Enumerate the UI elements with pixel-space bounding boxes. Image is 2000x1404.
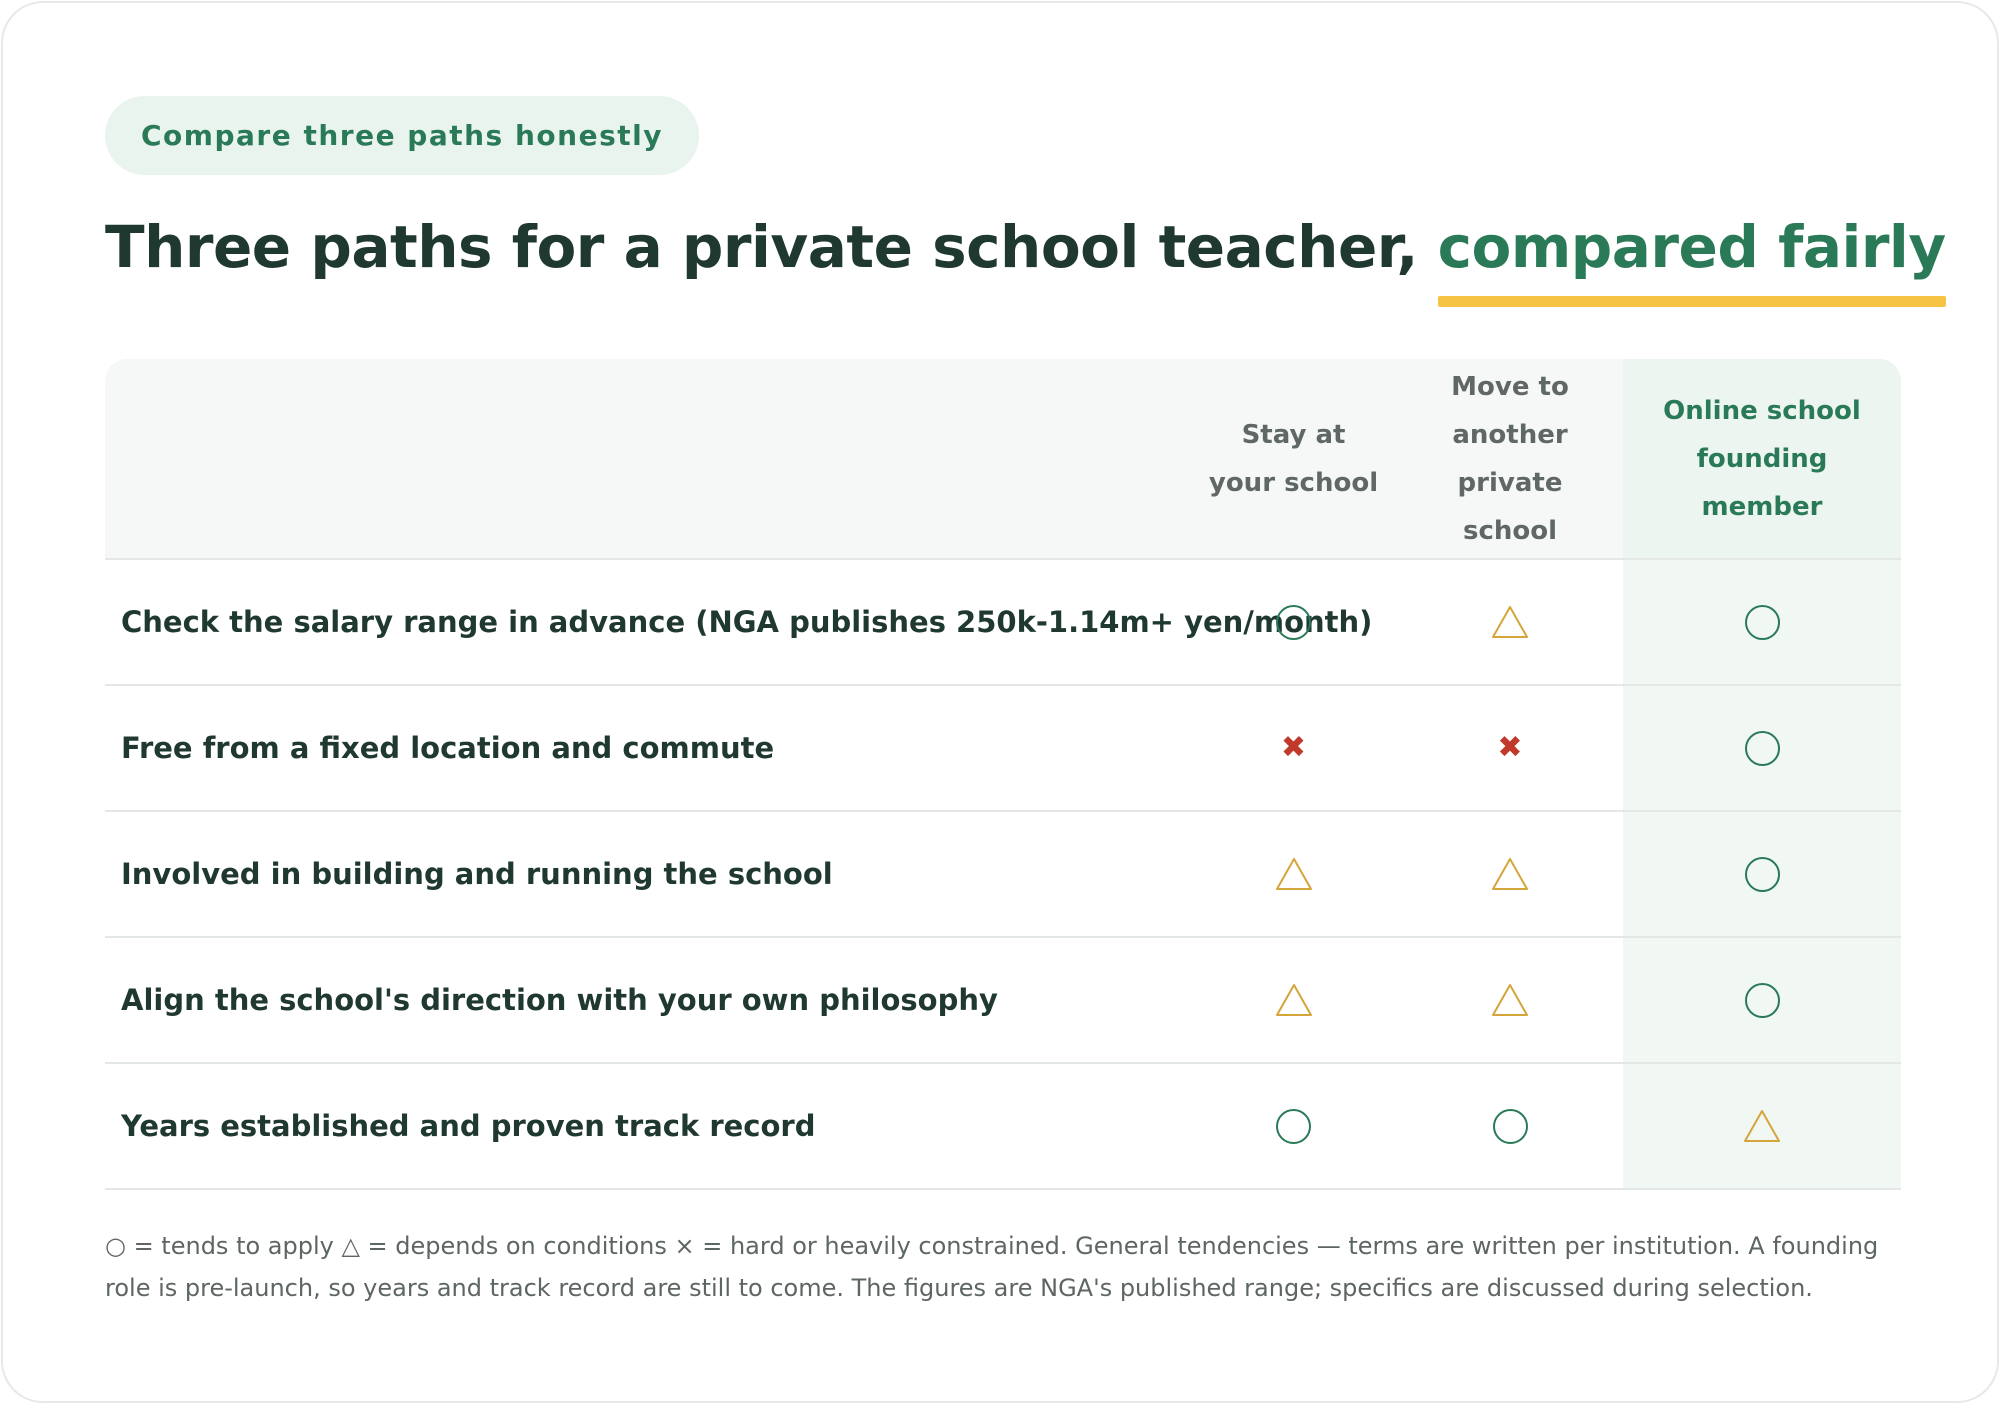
mark-cell: [1623, 560, 1901, 684]
table-row: [105, 560, 1901, 686]
mark-cell: [1397, 812, 1623, 936]
circle-mark-icon: [1745, 731, 1780, 766]
section-badge: Compare three paths honestly: [105, 96, 699, 175]
triangle-mark-icon: [1275, 983, 1313, 1017]
column-header-online-founding: Online school founding member: [1623, 359, 1901, 558]
comparison-card: [1, 1, 1999, 1403]
circle-mark-icon: [1745, 605, 1780, 640]
mark-cell: [1623, 812, 1901, 936]
mark-cell: [1623, 938, 1901, 1062]
mark-cell: [1190, 812, 1397, 936]
table-row: [105, 686, 1901, 812]
comparison-table: [105, 359, 1901, 1190]
table-row: [105, 812, 1901, 938]
row-label: Check the salary range in advance (NGA publishes 250k-1.14m+ yen/month): [121, 605, 1373, 639]
row-label: Involved in building and running the school: [121, 857, 833, 891]
mark-cell: [1397, 1064, 1623, 1188]
mark-cell: [1190, 686, 1397, 810]
circle-mark-icon: [1276, 1109, 1311, 1144]
mark-cell: [1623, 1064, 1901, 1188]
column-header-stay: Stay at your school: [1208, 419, 1379, 498]
cross-mark-icon: ✖: [1497, 730, 1523, 765]
page-title: [105, 213, 1946, 281]
mark-cell: [1190, 938, 1397, 1062]
cross-mark-icon: ✖: [1280, 730, 1307, 765]
circle-mark-icon: [1493, 1109, 1528, 1144]
mark-cell: [1397, 686, 1623, 810]
table-row: [105, 938, 1901, 1064]
triangle-mark-icon: [1743, 1109, 1781, 1143]
circle-mark-icon: [1745, 983, 1780, 1018]
row-label: Years established and proven track record: [121, 1109, 816, 1143]
row-label: Free from a fixed location and commute: [121, 731, 775, 765]
title-accent: compared fairly: [1437, 213, 1946, 281]
triangle-mark-icon: [1275, 857, 1313, 891]
table-header: [105, 359, 1901, 560]
circle-mark-icon: [1745, 857, 1780, 892]
table-row: [105, 1064, 1901, 1190]
mark-cell: [1397, 560, 1623, 684]
mark-cell: [1190, 1064, 1397, 1188]
header-blank-cell: [105, 359, 1190, 558]
triangle-mark-icon: [1491, 605, 1529, 639]
row-label: Align the school's direction with your own philosophy: [121, 983, 998, 1017]
title-main: Three paths for a private school teacher,: [105, 213, 1438, 281]
mark-cell: [1190, 560, 1397, 684]
mark-cell: [1623, 686, 1901, 810]
triangle-mark-icon: [1491, 983, 1529, 1017]
triangle-mark-icon: [1491, 857, 1529, 891]
circle-mark-icon: [1276, 605, 1311, 640]
mark-cell: [1397, 938, 1623, 1062]
column-header-move: Move to another private school: [1451, 371, 1569, 546]
legend-footnote: ○ = tends to apply △ = depends on conditions × = hard or heavily constrained. General tendencies — terms are written per institution. A founding role is pre-launch, so years and track record are still to come. The figures are NGA's published range; specifics are discussed during selection.: [105, 1232, 1879, 1302]
